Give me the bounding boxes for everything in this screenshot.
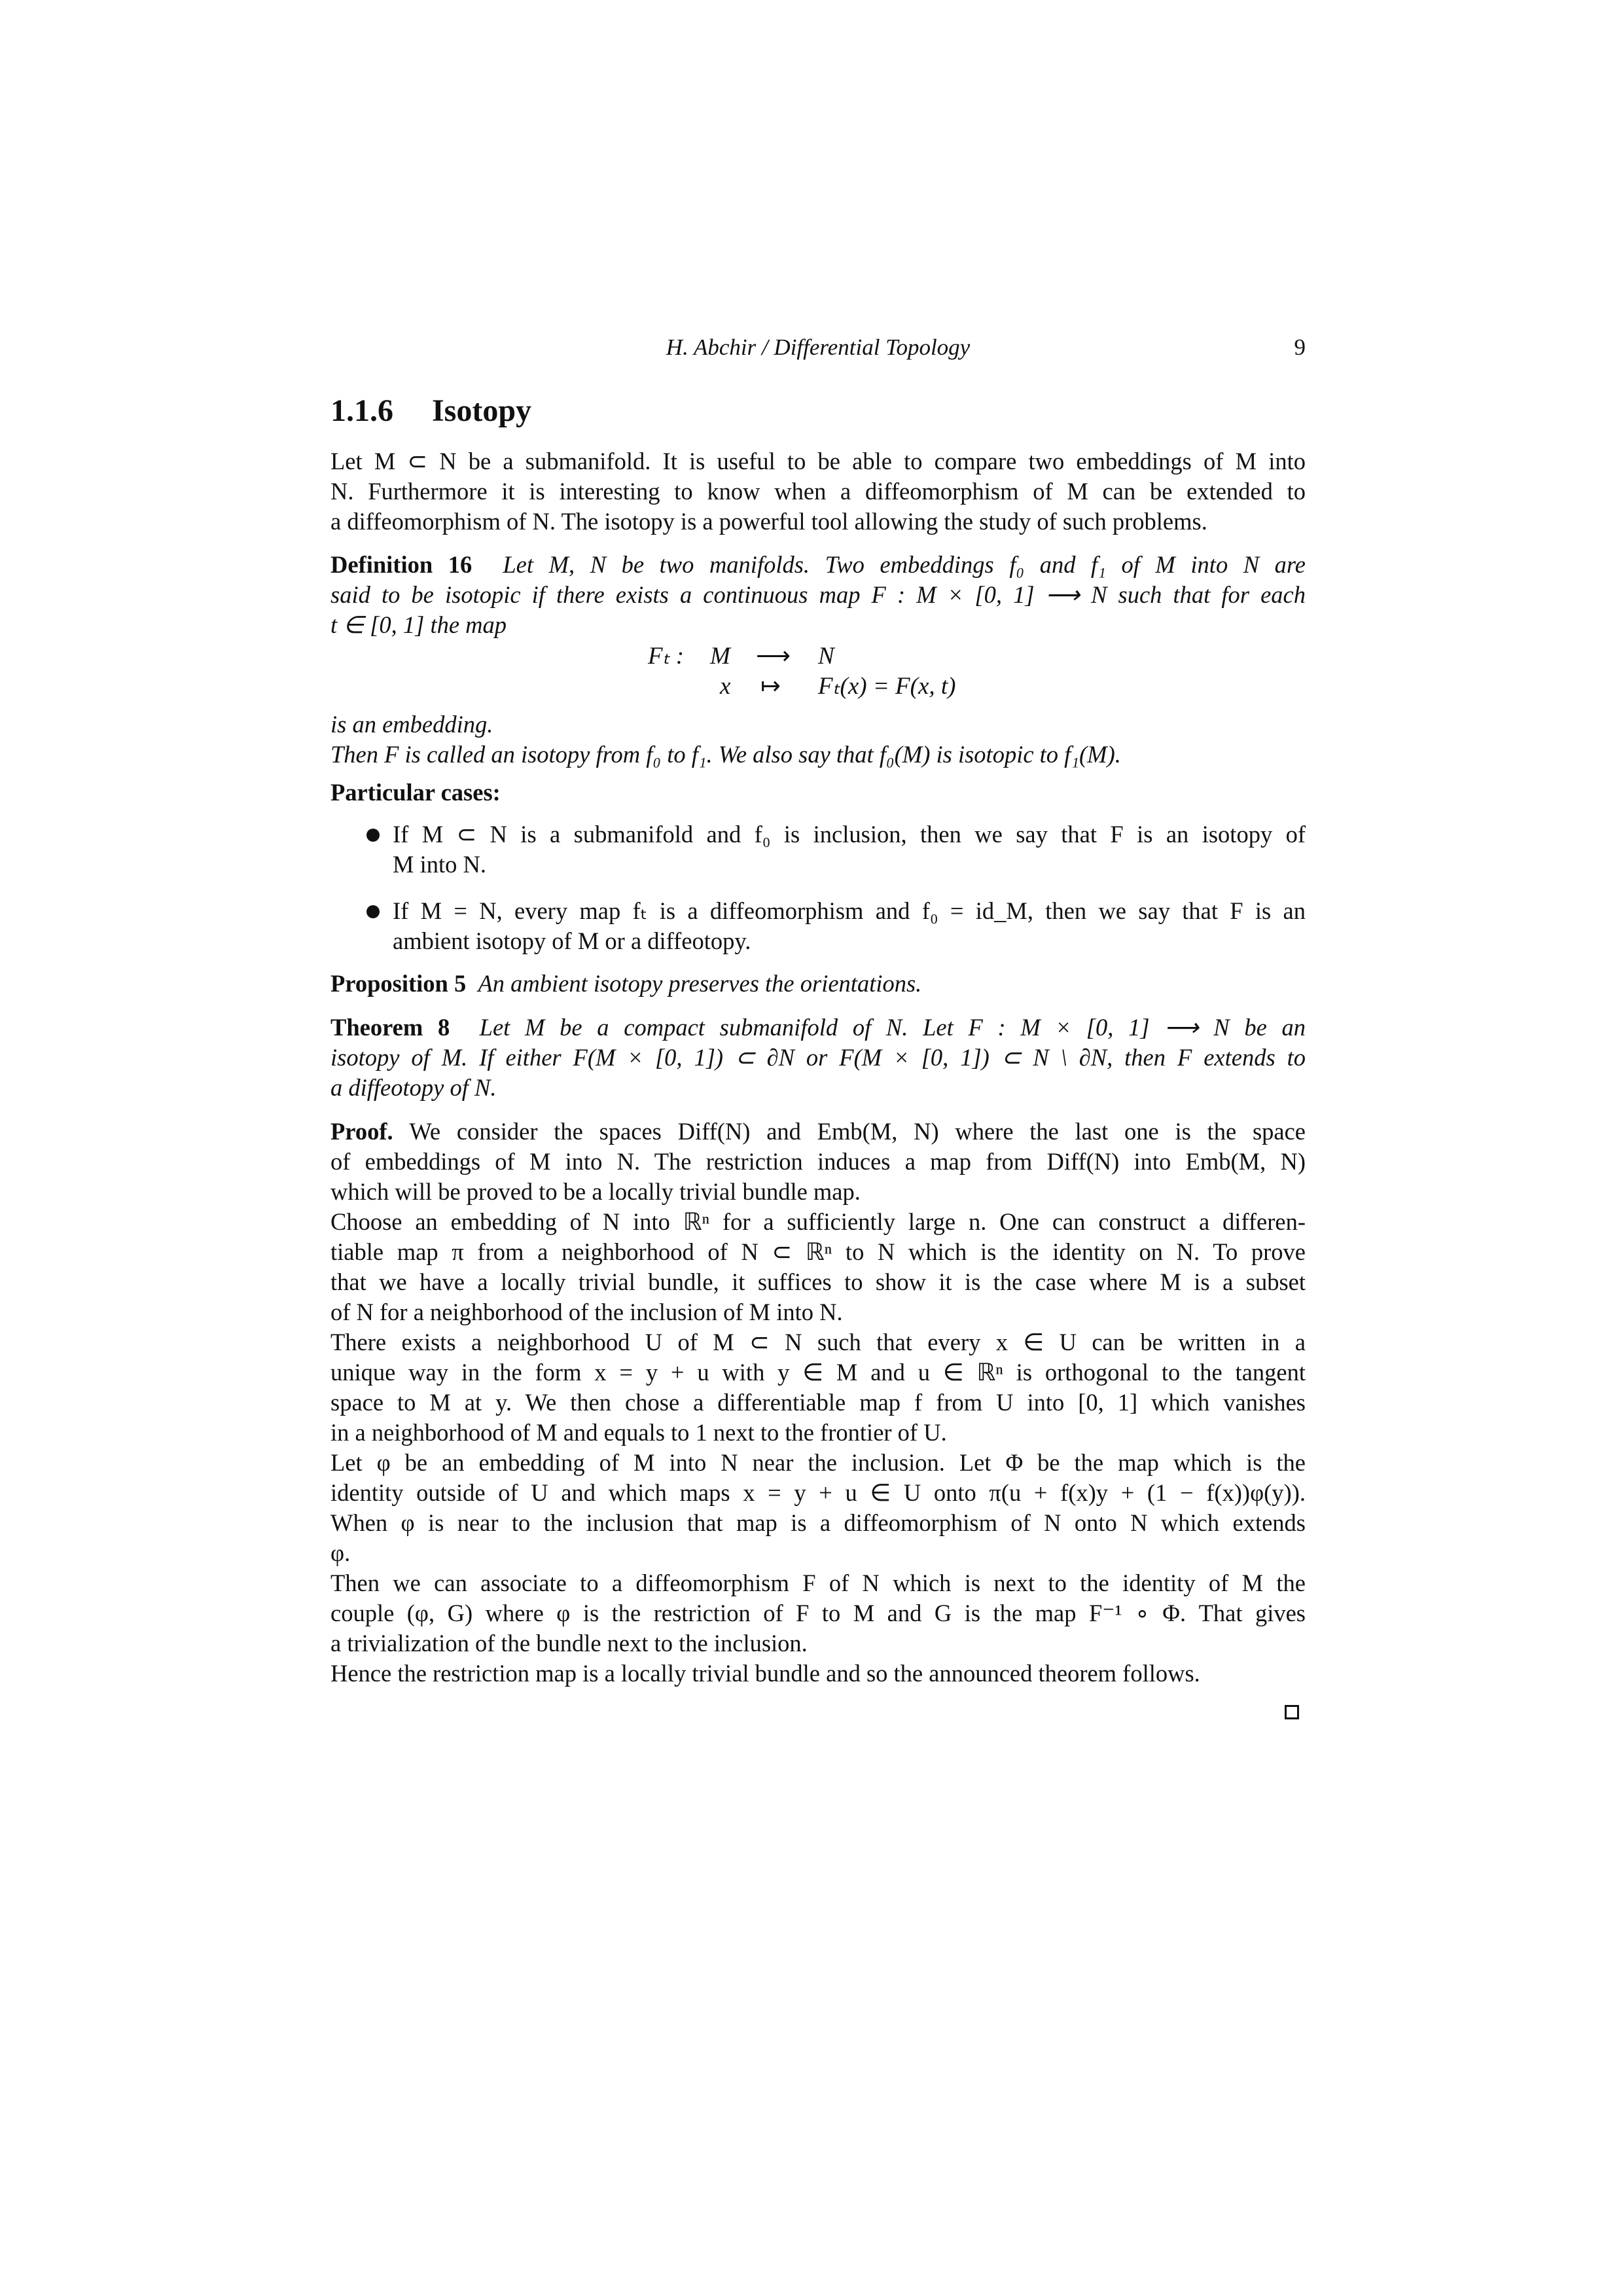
section-title: Isotopy <box>432 393 532 428</box>
display-row1-right: N <box>818 643 834 670</box>
definition-first-line <box>330 550 1306 580</box>
proof-line: There exists a neighborhood U of M ⊂ N such that every x ∈ U can be written in a <box>330 1329 1306 1355</box>
proof-line: space to M at y. We then chose a differentiable map f from U into [0, 1] which vanishes <box>330 1389 1306 1416</box>
theorem-line: isotopy of M. If either F(M × [0, 1]) ⊂ ∂N or F(M × [0, 1]) ⊂ N \ ∂N, then F extends to <box>330 1044 1306 1071</box>
display-lhs: Fₜ : <box>648 643 685 670</box>
theorem-first-line <box>330 1013 1306 1043</box>
theorem-text: Let M be a compact submanifold of N. Let F : M × [0, 1] ⟶ N be an <box>479 1014 1306 1041</box>
theorem-line: a diffeotopy of N. <box>330 1074 497 1101</box>
section-number: 1.1.6 <box>330 393 393 428</box>
proof-line: Let φ be an embedding of M into N near the inclusion. Let Φ be the map which is the <box>330 1449 1306 1476</box>
proof-line: φ. <box>330 1539 351 1566</box>
proof-line: Then we can associate to a diffeomorphism F of N which is next to the identity of M the <box>330 1570 1306 1596</box>
proof-line: couple (φ, G) where φ is the restriction of F to M and G is the map F⁻¹ ∘ Φ. That gives <box>330 1600 1306 1626</box>
definition-text: Let M, N be two manifolds. Two embeddings f₀ and f₁ of M into N are <box>503 551 1306 578</box>
proof-text: We consider the spaces Diff(N) and Emb(M, N) where the last one is the space <box>409 1118 1306 1145</box>
proof-line: unique way in the form x = y + u with y ∈ M and u ∈ ℝⁿ is orthogonal to the tangent <box>330 1359 1306 1386</box>
proof-line: tiable map π from a neighborhood of N ⊂ ℝⁿ to N which is the identity on N. To prove <box>330 1238 1306 1265</box>
qed-square-icon <box>1285 1705 1299 1719</box>
proof-line: of N for a neighborhood of the inclusion of M into N. <box>330 1299 843 1325</box>
proof-line: Hence the restriction map is a locally trivial bundle and so the announced theorem follows. <box>330 1660 1200 1687</box>
bullet-line: If M = N, every map fₜ is a diffeomorphism and f₀ = id_M, then we say that F is an <box>393 897 1306 924</box>
proposition-label: Proposition 5 <box>330 970 467 997</box>
intro-line: N. Furthermore it is interesting to know when a diffeomorphism of M can be extended to <box>330 478 1306 505</box>
proof-line: a trivialization of the bundle next to the inclusion. <box>330 1630 808 1657</box>
theorem-label: Theorem 8 <box>330 1014 450 1041</box>
display-row2-right: Fₜ(x) = F(x, t) <box>818 673 956 700</box>
bullet-icon <box>366 829 380 842</box>
proof-line: Choose an embedding of N into ℝⁿ for a sufficiently large n. One can construct a differen- <box>330 1208 1306 1235</box>
page-number: 9 <box>1294 334 1306 360</box>
definition-line: Then F is called an isotopy from f₀ to f₁. We also say that f₀(M) is isotopic to f₁(M). <box>330 741 1121 768</box>
intro-line: a diffeomorphism of N. The isotopy is a powerful tool allowing the study of such problems. <box>330 508 1207 535</box>
running-head <box>330 334 1306 367</box>
proof-line: in a neighborhood of M and equals to 1 next to the frontier of U. <box>330 1419 947 1446</box>
definition-line: t ∈ [0, 1] the map <box>330 611 507 638</box>
display-row2-left: x <box>720 673 731 700</box>
proof-first-line <box>330 1117 1306 1147</box>
bullet-line: If M ⊂ N is a submanifold and f₀ is inclusion, then we say that F is an isotopy of <box>393 821 1306 848</box>
proof-line: identity outside of U and which maps x = y + u ∈ U onto π(u + f(x)y + (1 − f(x))φ(y)). <box>330 1479 1306 1506</box>
definition-line: is an embedding. <box>330 711 493 738</box>
proposition-text: An ambient isotopy preserves the orientations. <box>478 970 922 997</box>
display-row2-arrow: ↦ <box>760 673 781 700</box>
particular-heading: Particular cases: <box>330 779 501 806</box>
proof-label: Proof. <box>330 1118 393 1145</box>
proof-line: which will be proved to be a locally trivial bundle map. <box>330 1178 861 1205</box>
definition-label: Definition 16 <box>330 551 473 578</box>
running-title: H. Abchir / Differential Topology <box>666 334 971 360</box>
display-row1-left: M <box>710 643 730 670</box>
proof-line: that we have a locally trivial bundle, it suffices to show it is the case where M is a subset <box>330 1268 1306 1295</box>
proposition <box>330 969 1306 999</box>
definition-line: said to be isotopic if there exists a continuous map F : M × [0, 1] ⟶ N such that for each <box>330 581 1306 608</box>
bullet-icon <box>366 905 380 918</box>
section-heading <box>330 393 531 429</box>
bullet-line: ambient isotopy of M or a diffeotopy. <box>393 927 751 954</box>
display-row1-arrow: ⟶ <box>756 643 791 670</box>
intro-line: Let M ⊂ N be a submanifold. It is useful to be able to compare two embeddings of M into <box>330 448 1306 475</box>
proof-line: of embeddings of M into N. The restriction induces a map from Diff(N) into Emb(M, N) <box>330 1148 1306 1175</box>
proof-line: When φ is near to the inclusion that map is a diffeomorphism of N onto N which extends <box>330 1509 1306 1536</box>
bullet-line: M into N. <box>393 851 486 878</box>
map-display <box>648 641 1014 707</box>
